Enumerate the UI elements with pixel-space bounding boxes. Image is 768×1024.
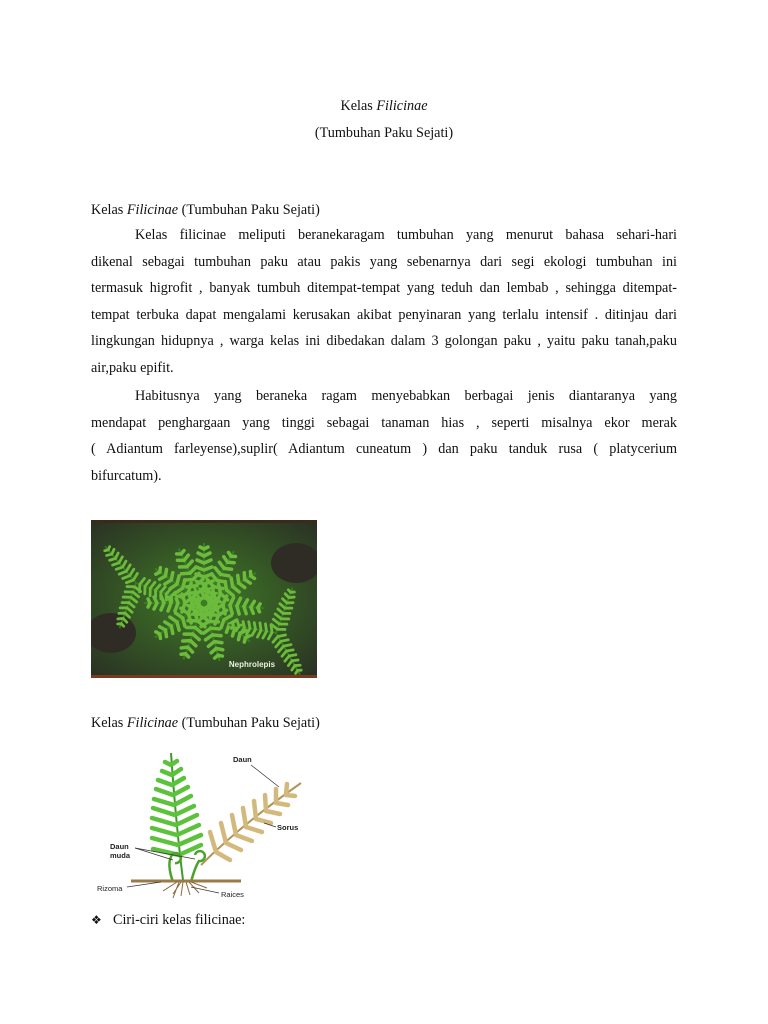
four-diamond-bullet-icon: ❖	[91, 913, 102, 927]
paragraph-line: Kelas filicinae meliputi beranekaragam tumbuhan yang menurut bahasa sehari-hari	[135, 227, 677, 243]
fern-photo	[91, 520, 317, 678]
paragraph-line: bifurcatum).	[91, 467, 162, 484]
paragraph-line: mendapat penghargaan yang tinggi sebagai tanaman hias , seperti misalnya ekor merak	[91, 414, 677, 431]
paragraph-line: air,paku epifit.	[91, 359, 174, 376]
paragraph-2	[91, 383, 677, 489]
paragraph-1	[91, 222, 677, 382]
paragraph-line: lingkungan hidupnya , warga kelas ini dibedakan dalam 3 golongan paku , yaitu paku tanah,paku	[91, 333, 677, 350]
title-line-2: (Tumbuhan Paku Sejati)	[314, 125, 454, 141]
section-heading-1: Kelas Filicinae (Tumbuhan Paku Sejati)	[91, 202, 320, 218]
fern-photo-image	[91, 523, 317, 675]
label-rizoma: Rizoma	[97, 884, 123, 893]
paragraph-line: Habitusnya yang beraneka ragam menyebabkan berbagai jenis diantaranya yang	[135, 388, 677, 404]
paragraph-line: termasuk higrofit , banyak tumbuh ditempat-tempat yang teduh dan lembab , sehingga ditempat-	[91, 280, 677, 297]
bullet-text: Ciri-ciri kelas filicinae:	[113, 912, 246, 928]
label-raices: Raices	[221, 890, 244, 899]
label-daun-muda: Daun muda	[110, 842, 131, 860]
photo-caption: Nephrolepis	[228, 660, 276, 669]
fern-anatomy-diagram	[91, 745, 321, 900]
paragraph-line: tempat terbuka dapat mengalami kerusakan akibat penyinaran yang terlalu intensif . ditinjau dari	[91, 306, 677, 323]
label-sorus: Sorus	[277, 823, 299, 832]
section-heading-2: Kelas Filicinae (Tumbuhan Paku Sejati)	[91, 715, 320, 731]
title-line-1: Kelas Filicinae	[340, 98, 428, 114]
document-title	[0, 93, 768, 147]
label-daun: Daun	[233, 755, 252, 764]
paragraph-1-lines	[91, 222, 677, 382]
paragraph-line: ( Adiantum farleyense),suplir( Adiantum cuneatum ) dan paku tanduk rusa ( platycerium	[91, 441, 677, 458]
paragraph-line: dikenal sebagai tumbuhan paku atau pakis yang sebenarnya dari segi ekologi tumbuhan ini	[91, 253, 677, 270]
bullet-item	[91, 910, 245, 930]
paragraph-2-lines	[91, 383, 677, 489]
green-frond	[152, 753, 201, 880]
